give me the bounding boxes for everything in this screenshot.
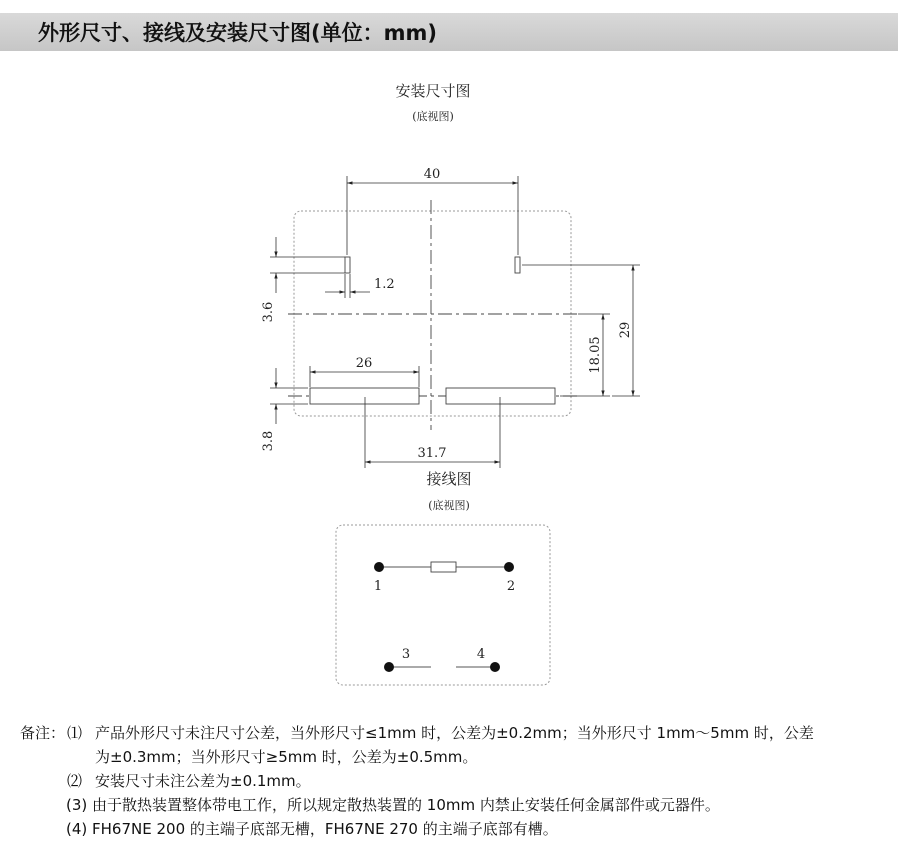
note-4-text: (4) FH67NE 200 的主端子底部无槽，FH67NE 270 的主端子底部有槽。: [66, 820, 558, 838]
dim-height-3-6: [270, 237, 345, 293]
note-4: [20, 817, 900, 841]
note-2-number: ⑵: [67, 772, 83, 790]
dim-label-40: 40: [423, 167, 441, 182]
note-1-line-1: 产品外形尺寸未注尺寸公差，当外形尺寸≤1mm 时，公差为±0.2mm；当外形尺寸 1mm～5mm 时，公差: [95, 724, 814, 742]
main-terminal-slot-left: [310, 388, 419, 404]
wiring-outline: [336, 525, 550, 685]
note-3-text: (3) 由于散热装置整体带电工作，所以规定散热装置的 10mm 内禁止安装任何金属部件或元器件。: [66, 796, 720, 814]
note-1: [20, 721, 900, 745]
pin-label-4: 4: [476, 647, 486, 662]
notes-section: [20, 721, 900, 841]
dim-label-18-05: 18.05: [588, 336, 603, 374]
wiring-diagram-subtitle: (底视图): [428, 499, 470, 512]
pin-dot-1: [374, 562, 384, 572]
dim-label-29: 29: [618, 321, 633, 339]
note-1-continued: [20, 745, 900, 769]
small-pin-slot-left: [345, 257, 350, 273]
note-1-number: ⑴: [67, 724, 83, 742]
note-2-text: 安装尺寸未注公差为±0.1mm。: [95, 772, 311, 790]
note-1-line-2: 为±0.3mm；当外形尺寸≥5mm 时，公差为±0.5mm。: [95, 748, 478, 766]
dim-gap-1-2: [325, 274, 370, 298]
note-2: [20, 769, 900, 793]
main-terminal-slot-right: [446, 388, 555, 404]
mount-outline: [294, 211, 571, 416]
section-title: 外形尺寸、接线及安装尺寸图(单位：mm): [38, 21, 437, 45]
dim-label-3-8: 3.8: [261, 430, 276, 452]
note-3: [20, 793, 900, 817]
pin-label-2: 2: [506, 579, 516, 594]
dim-label-1-2: 1.2: [374, 277, 395, 292]
resistor-symbol: [431, 562, 456, 572]
small-pin-slot-right: [515, 257, 520, 273]
dim-label-26: 26: [355, 356, 373, 371]
notes-label: 备注：: [20, 724, 66, 742]
pin-dot-3: [384, 662, 394, 672]
wiring-diagram-title: 接线图: [426, 470, 472, 488]
pin-dot-4: [490, 662, 500, 672]
dim-width-40: [347, 176, 518, 255]
mount-diagram-title: 安装尺寸图: [395, 82, 471, 100]
pin-label-3: 3: [401, 647, 411, 662]
mount-diagram-subtitle: (底视图): [412, 110, 454, 123]
dim-label-3-6: 3.6: [261, 301, 276, 323]
dim-label-31-7: 31.7: [417, 446, 447, 461]
pin-label-1: 1: [373, 579, 383, 594]
pin-dot-2: [504, 562, 514, 572]
